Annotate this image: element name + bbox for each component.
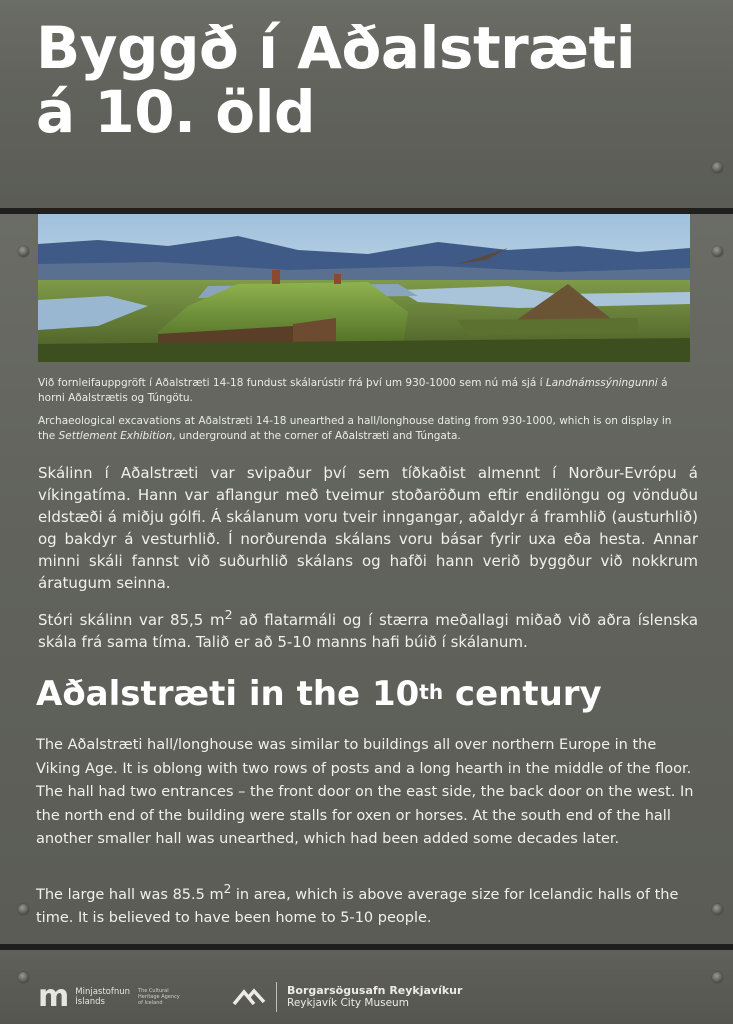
paragraph-text: Stóri skálinn var 85,5 m	[38, 611, 225, 629]
heading-text: Aðalstræti in the 10	[36, 674, 420, 714]
paragraph-icelandic-1: Skálinn í Aðalstræti var svipaður því sem tíðkaðist almennt í Norður-Evrópu á víkingatíma. Hann var aflangur með tveimur stoðaröðum eftir endilöngu og vönduðu eldstæði á miðju gólfi. Á skálanum voru tveir inngangar, aðaldyr á framhlið (austurhlið) og bakdyr á vesturhlið. Í norðurenda skálans voru básar fyrir uxa eða hesta. Annar minni skáli fannst við suðurhlið skálans og hafði hann verið byggður við nokkrum áratugum seinna.	[38, 464, 698, 592]
page-title	[36, 16, 635, 144]
museum-name: Borgarsögusafn Reykjavíkur	[287, 984, 463, 997]
cultural-heritage-agency-logo	[38, 979, 180, 1014]
caption-text: á horni Aðalstrætis og Túngötu.	[38, 377, 668, 404]
superscript: th	[419, 680, 444, 704]
city-museum-logo	[232, 982, 462, 1012]
superscript: 2	[223, 882, 232, 896]
screw-icon	[18, 972, 29, 983]
museum-roof-icon	[232, 986, 266, 1008]
logo-divider	[276, 982, 277, 1012]
heading-text: century	[443, 674, 602, 714]
museum-name-block	[287, 984, 462, 1010]
screw-icon	[18, 904, 29, 915]
screw-icon	[712, 162, 723, 173]
paragraph-english-2	[36, 878, 700, 931]
caption-text: , underground at the corner of Aðalstræti and Túngata.	[172, 430, 461, 442]
section-heading-english	[36, 672, 602, 716]
paragraph-text: The large hall was 85.5 m	[36, 886, 224, 903]
agency-name-line-2: Íslands	[75, 997, 105, 1007]
screw-icon	[712, 904, 723, 915]
screw-icon	[18, 246, 29, 257]
paragraph-english-1: The Aðalstræti hall/longhouse was similar to buildings all over northern Europe in the Viking Age. It is oblong with two rows of posts and a long hearth in the middle of the floor. The hall had two entrances – the front door on the east side, the back door on the west. In the north end of the building were stalls for oxen or horses. At the south end of the hall another smaller hall was unearthed, which had been added some decades later.	[36, 737, 694, 847]
caption-icelandic	[38, 376, 688, 406]
museum-name-english: Reykjavík City Museum	[287, 997, 409, 1009]
agency-mark-icon: m	[38, 979, 68, 1014]
screw-icon	[712, 972, 723, 983]
title-line-2: á 10. öld	[36, 78, 316, 146]
paragraph-text: in area, which is above average size for Icelandic halls of the time. It is believed to have been home to 5-10 people.	[36, 886, 679, 927]
caption-text: Archaeological excavations at Aðalstræti 14-18 unearthed a hall/longhouse dating from 930-1000, which is on display in the	[38, 415, 672, 442]
longhouse-reconstruction-image	[38, 214, 690, 362]
agency-name-english: The Cultural Heritage Agency of Iceland	[138, 988, 180, 1006]
title-line-1: Byggð í Aðalstræti	[36, 14, 636, 82]
exhibition-name: Settlement Exhibition	[58, 430, 173, 442]
agency-name	[75, 987, 130, 1007]
caption-english	[38, 414, 688, 444]
caption-text: Við fornleifauppgröft í Aðalstræti 14-18 fundust skálarústir frá því um 930-1000 sem nú má sjá í	[38, 377, 546, 389]
superscript: 2	[224, 607, 233, 622]
exhibition-name: Landnámssýningunni	[545, 377, 658, 389]
agency-name-line-1: Minjastofnun	[75, 987, 131, 997]
paragraph-icelandic-2	[38, 604, 698, 653]
screw-icon	[712, 246, 723, 257]
paragraph-text: að flatarmáli og í stærra meðallagi miðað við aðra íslenska skála frá sama tíma. Talið er að 5-10 manns hafi búið í skálanum.	[38, 611, 699, 651]
